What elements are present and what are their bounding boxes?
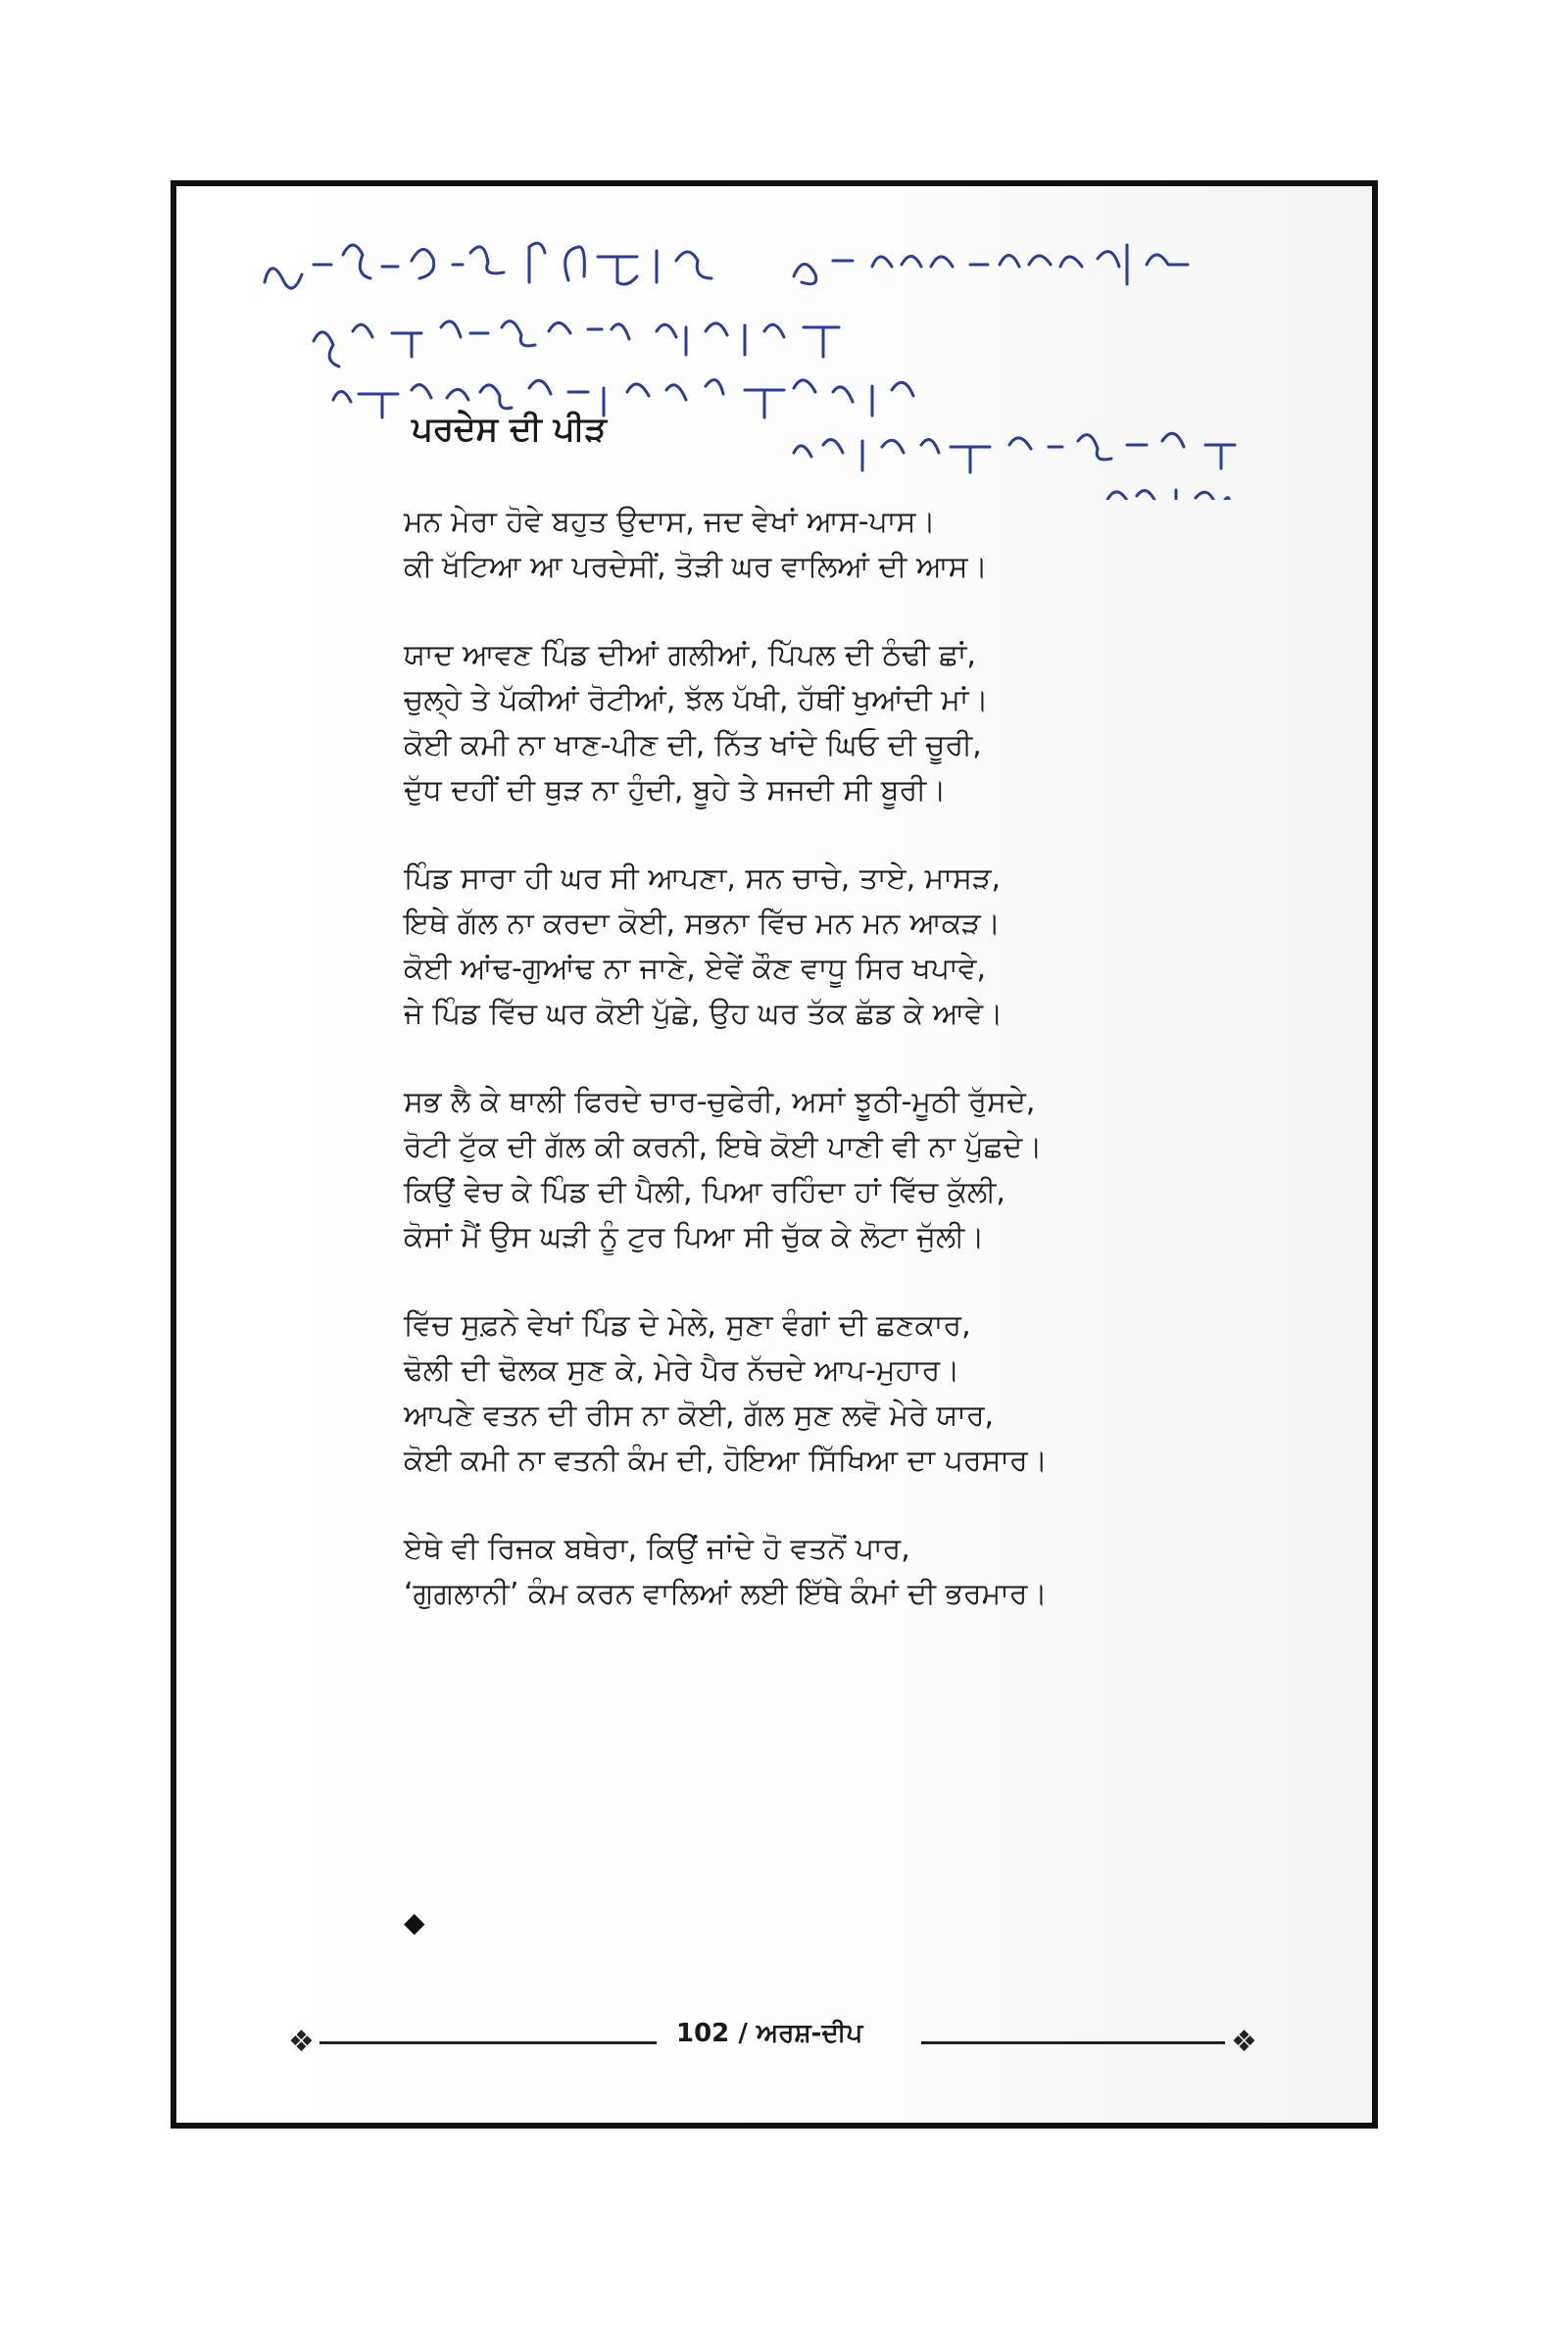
poem-title: ਪਰਦੇਸ ਦੀ ਪੀੜ xyxy=(412,410,607,449)
poem-line: ਦੁੱਧ ਦਹੀਂ ਦੀ ਥੁੜ ਨਾ ਹੁੰਦੀ, ਬੂਹੇ ਤੇ ਸਜਦੀ ਸੀ ਬੂਰੀ। xyxy=(404,773,947,808)
poem-line: ‘ਗੁਗਲਾਨੀ’ ਕੰਮ ਕਰਨ ਵਾਲਿਆਂ ਲਈ ਇੱਥੇ ਕੰਮਾਂ ਦੀ ਭਰਮਾਰ। xyxy=(404,1577,1048,1611)
poem-line: ਯਾਦ ਆਵਣ ਪਿੰਡ ਦੀਆਂ ਗਲੀਆਂ, ਪਿੱਪਲ ਦੀ ਠੰਢੀ ਛਾਂ, xyxy=(404,638,976,672)
poem-line: ਪਿੰਡ ਸਾਰਾ ਹੀ ਘਰ ਸੀ ਆਪਣਾ, ਸਨ ਚਾਚੇ, ਤਾਏ, ਮਾਸੜ, xyxy=(404,861,1002,896)
poem-line: ਕੋਈ ਆਂਢ-ਗੁਆਂਢ ਨਾ ਜਾਣੇ, ਏਵੇਂ ਕੌਣ ਵਾਧੂ ਸਿਰ ਖਪਾਵੇ, xyxy=(404,952,986,986)
footer-rule-right xyxy=(921,2041,1225,2044)
poem-line: ਸਭ ਲੈ ਕੇ ਥਾਲੀ ਫਿਰਦੇ ਚਾਰ-ਚੁਫੇਰੀ, ਅਸਾਂ ਝੂਠੀ-ਮੂਠੀ ਰੁੱਸਦੇ, xyxy=(404,1085,1036,1119)
stanza xyxy=(404,857,1286,1037)
handwritten-note xyxy=(245,206,1343,500)
poem-line: ਵਿੱਚ ਸੁਫ਼ਨੇ ਵੇਖਾਂ ਪਿੰਡ ਦੇ ਮੇਲੇ, ਸੁਣਾ ਵੰਗਾਂ ਦੀ ਛਣਕਾਰ, xyxy=(404,1308,971,1343)
page-footer: 102 / ਅਰਸ਼-ਦੀਪ xyxy=(676,2019,863,2048)
diamond-end-mark-icon: ◆ xyxy=(404,1906,425,1938)
poem-line: ਚੁਲ੍ਹੇ ਤੇ ਪੱਕੀਆਂ ਰੋਟੀਆਂ, ਝੱਲ ਪੱਖੀ, ਹੱਥੀਂ ਖੁਆਂਦੀ ਮਾਂ। xyxy=(404,683,989,717)
stanza xyxy=(404,1527,1286,1617)
poem-line: ਕੋਈ ਕਮੀ ਨਾ ਖਾਣ-ਪੀਣ ਦੀ, ਨਿੱਤ ਖਾਂਦੇ ਘਿਓ ਦੀ ਚੂਰੀ, xyxy=(404,728,982,762)
poem-line: ਏਥੇ ਵੀ ਰਿਜਕ ਬਥੇਰਾ, ਕਿਉਂ ਜਾਂਦੇ ਹੋ ਵਤਨੋਂ ਪਾਰ, xyxy=(404,1532,910,1566)
poem-line: ਕਿਉਂ ਵੇਚ ਕੇ ਪਿੰਡ ਦੀ ਪੈਲੀ, ਪਿਆ ਰਹਿੰਦਾ ਹਾਂ ਵਿੱਚ ਕੁੱਲੀ, xyxy=(404,1175,1005,1209)
poem-line: ਜੇ ਪਿੰਡ ਵਿੱਚ ਘਰ ਕੋਈ ਪੁੱਛੇ, ਉਹ ਘਰ ਤੱਕ ਛੱਡ ਕੇ ਆਵੇ। xyxy=(404,997,1004,1031)
poem-line: ਮਨ ਮੇਰਾ ਹੋਵੇ ਬਹੁਤ ਉਦਾਸ, ਜਦ ਵੇਖਾਂ ਆਸ-ਪਾਸ। xyxy=(404,505,936,539)
stanza xyxy=(404,1303,1286,1484)
footer-rule-left xyxy=(319,2041,657,2044)
poem-line: ਢੋਲੀ ਦੀ ਢੋਲਕ ਸੁਣ ਕੇ, ਮੇਰੇ ਪੈਰ ਨੱਚਦੇ ਆਪ-ਮੁਹਾਰ। xyxy=(404,1353,960,1388)
poem-line: ਆਪਣੇ ਵਤਨ ਦੀ ਰੀਸ ਨਾ ਕੋਈ, ਗੱਲ ਸੁਣ ਲਵੋ ਮੇਰੇ ਯਾਰ, xyxy=(404,1398,995,1433)
stanza xyxy=(404,1080,1286,1260)
stanza xyxy=(404,633,1286,813)
poem-line: ਇਥੇ ਗੱਲ ਨਾ ਕਰਦਾ ਕੋਈ, ਸਭਨਾ ਵਿੱਚ ਮਨ ਮਨ ਆਕੜ। xyxy=(404,906,1001,941)
stanza xyxy=(404,500,1286,590)
poem-line: ਕੋਸਾਂ ਮੈਂ ਉਸ ਘੜੀ ਨੂੰ ਟੁਰ ਪਿਆ ਸੀ ਚੁੱਕ ਕੇ ਲੋਟਾ ਜੁੱਲੀ। xyxy=(404,1220,985,1254)
poem-line: ਰੋਟੀ ਟੁੱਕ ਦੀ ਗੱਲ ਕੀ ਕਰਨੀ, ਇਥੇ ਕੋਈ ਪਾਣੀ ਵੀ ਨਾ ਪੁੱਛਦੇ। xyxy=(404,1130,1043,1164)
handwritten-scribble xyxy=(245,206,1343,500)
footer-ornament-left-icon: ❖ xyxy=(288,2025,315,2059)
footer-ornament-right-icon: ❖ xyxy=(1231,2025,1257,2059)
book-page-photo xyxy=(171,180,1378,2129)
poem-line: ਕੀ ਖੱਟਿਆ ਆ ਪਰਦੇਸੀਂ, ਤੋੜੀ ਘਰ ਵਾਲਿਆਂ ਦੀ ਆਸ। xyxy=(404,550,988,584)
poem-body xyxy=(404,500,1286,1660)
poem-line: ਕੋਈ ਕਮੀ ਨਾ ਵਤਨੀ ਕੰਮ ਦੀ, ਹੋਇਆ ਸਿੱਖਿਆ ਦਾ ਪਰਸਾਰ। xyxy=(404,1444,1048,1478)
